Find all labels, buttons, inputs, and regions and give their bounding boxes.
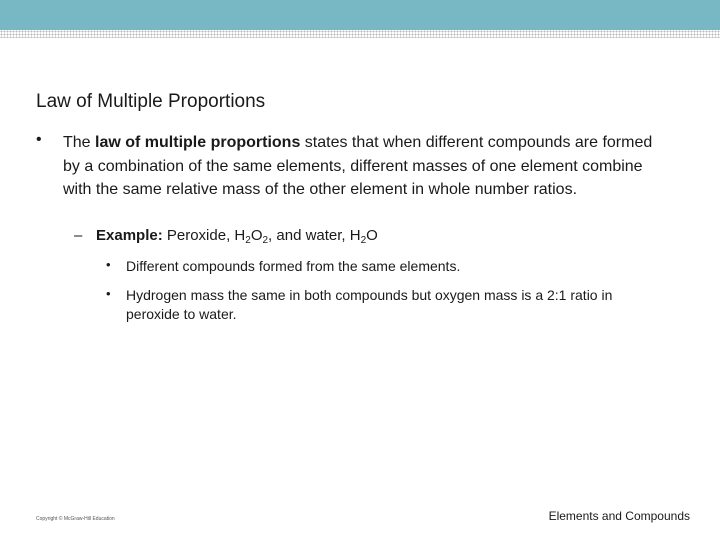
- sub-bullet-marker: •: [106, 286, 111, 301]
- definition-prefix: The: [63, 134, 96, 151]
- bullet-marker: •: [36, 131, 42, 148]
- dotted-divider: [0, 30, 720, 38]
- example-subscript-3: 2: [360, 235, 367, 246]
- slide-title: Law of Multiple Proportions: [36, 91, 266, 112]
- example-text-2: O: [250, 227, 263, 244]
- definition-body: states that when different compounds are formed by a combination of the same elements, different masses of one element combine with the same relative mass of the other element in whole number ratios.: [63, 134, 653, 198]
- example-subscript-2: 2: [262, 235, 269, 246]
- chapter-label: Elements and Compounds: [548, 509, 690, 523]
- sub-bullet-text: Different compounds formed from the same elements.: [126, 258, 461, 274]
- sub-bullet-text: Hydrogen mass the same in both compounds but oxygen mass is a 2:1 ratio in peroxide to water.: [126, 287, 613, 322]
- header-band: [0, 0, 720, 30]
- example-text-1: Peroxide, H: [162, 227, 246, 244]
- definition-text: [63, 131, 673, 202]
- example-label: Example:: [96, 227, 163, 244]
- definition-term: law of multiple proportions: [95, 134, 301, 151]
- example-text-4: O: [366, 227, 378, 244]
- example-subscript-1: 2: [245, 235, 251, 246]
- sub-bullet-marker: •: [106, 257, 111, 272]
- example-line: [96, 227, 378, 246]
- copyright-notice: Copyright © McGraw-Hill Education: [36, 516, 115, 522]
- example-text-3: , and water, H: [268, 227, 361, 244]
- example-marker: –: [74, 227, 83, 244]
